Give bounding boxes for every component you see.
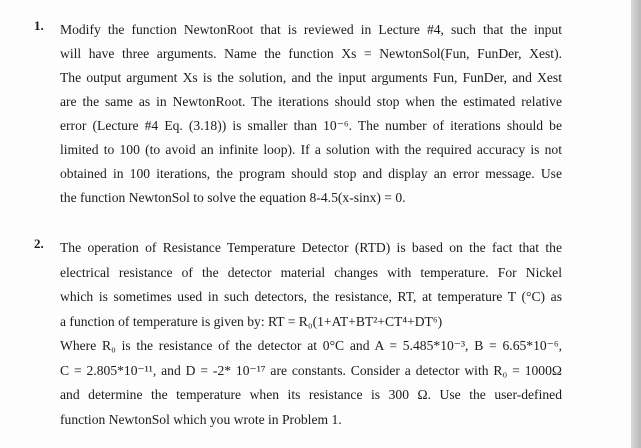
text-line: error (Lecture #4 Eq. (3.18)) is smaller than 10⁻⁶. The number of iterations should be [60,118,562,133]
text-line: function NewtonSol which you wrote in Problem 1. [60,411,342,427]
text-line: The operation of Resistance Temperature Detector (RTD) is based on the fact that the [60,240,562,255]
problem-number: 2. [34,236,44,251]
page-edge-shadow [631,0,641,448]
text-line: Where R₀ is the resistance of the detector at 0°C and A = 5.485*10⁻³, B = 6.65*10⁻⁶, [60,338,562,353]
problem-number: 1. [34,18,44,33]
text-line: will have three arguments. Name the function Xs = NewtonSol(Fun, FunDer, Xest). [60,46,562,61]
text-line: and determine the temperature when its resistance is 300 Ω. Use the user-defined [60,387,562,402]
text-line: which is sometimes used in such detectors, the resistance, RT, at temperature T (°C) as [60,289,562,304]
text-line: C = 2.805*10⁻¹¹, and D = -2* 10⁻¹⁷ are constants. Consider a detector with R₀ = 1000Ω [60,362,562,378]
text-line: Modify the function NewtonRoot that is reviewed in Lecture #4, such that the input [60,22,562,37]
text-line: electrical resistance of the detector material changes with temperature. For Nickel [60,264,562,280]
problem-text [60,236,562,432]
text-line: The output argument Xs is the solution, and the input arguments Fun, FunDer, and Xest [60,70,562,85]
problem-1 [34,18,562,210]
text-line: the function NewtonSol to solve the equation 8-4.5(x-sinx) = 0. [60,190,406,205]
text-line: a function of temperature is given by: RT = R₀(1+AT+BT²+CT⁴+DT⁶) [60,313,443,329]
problem-2 [34,236,562,432]
problem-text [60,18,562,210]
text-line: are the same as in NewtonRoot. The iterations should stop when the estimated relative [60,94,562,109]
text-line: obtained in 100 iterations, the program should stop and display an error message. Use [60,166,562,181]
text-line: limited to 100 (to avoid an infinite loop). If a solution with the required accuracy is not [60,142,562,157]
